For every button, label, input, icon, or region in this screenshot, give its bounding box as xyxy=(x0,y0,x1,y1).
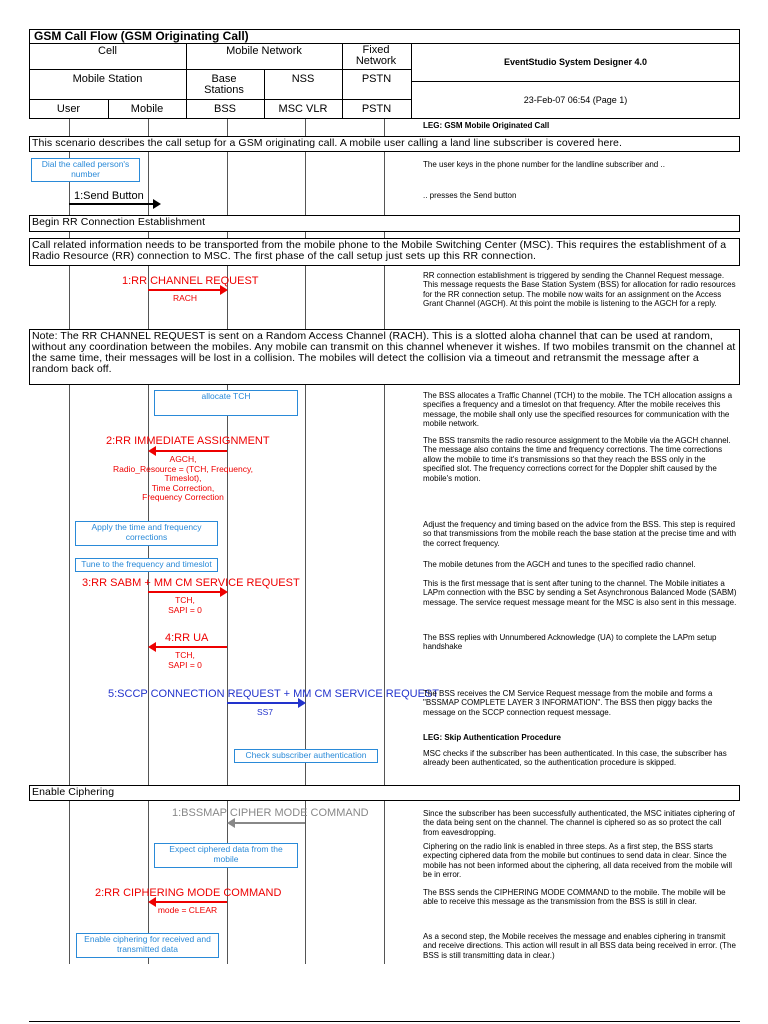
msg-sccp-param: SS7 xyxy=(256,707,274,717)
scenario-description: This scenario describes the call setup for a GSM originating call. A mobile user calling a land line subscriber is covered here. xyxy=(29,136,740,152)
section-rr-connection: Begin RR Connection Establishment xyxy=(29,215,740,232)
msg-rr-ciphering-note: The BSS sends the CIPHERING MODE COMMAND to the mobile. The mobile will be able to receive this message as the transmission from the BSS is still in clear. xyxy=(423,888,726,907)
msg-rr-channel-request-param: RACH xyxy=(172,293,198,303)
subgroup-base-stations: Base Stations xyxy=(204,73,244,96)
rr-intro: Call related information needs to be transported from the mobile phone to the Mobile Switching Center (MSC). This requires the establishment of a Radio Resource (RR) connection to MSC. The first phase of the call setup just sets up this RR connection. xyxy=(29,238,740,266)
subgroup-mobile-station: Mobile Station xyxy=(72,73,143,85)
entity-bss: BSS xyxy=(213,103,236,115)
rach-note: Note: The RR CHANNEL REQUEST is sent on a Random Access Channel (RACH). This is a slotted aloha channel that can be used at random, without any coordination between the mobiles. Any mobile can transmit on this channel whenever it wishes. If two mobiles transmit on the channel at the same time, their messages will be lost in a collision. The mobiles will detect the collision via a timeout and retransmit the message after a random back off. xyxy=(29,329,740,385)
entity-msc-vlr: MSC VLR xyxy=(278,103,328,115)
msg-rr-sabm: 3:RR SABM + MM CM SERVICE REQUEST xyxy=(82,577,300,589)
tune-note: The mobile detunes from the AGCH and tunes to the specified radio channel. xyxy=(423,560,696,569)
allocate-note: The BSS allocates a Traffic Channel (TCH) to the mobile. The TCH allocation assigns a specifies a frequency and a timeslot on that frequency. After the mobile receives this message, the mobile shall only use the specified resources for communication with the mobile network. xyxy=(423,391,733,429)
msg-sccp-connection-request: 5:SCCP CONNECTION REQUEST + MM CM SERVICE REQUEST xyxy=(108,688,439,700)
msg-rr-sabm-note: This is the first message that is sent after tuning to the channel. The Mobile initiates a LAPm connection with the BSC by sending a Set Asynchronous Balanced Mode (SABM) message. The service request message meant for the MSC is also sent in this message. xyxy=(423,579,737,607)
msg-rr-ua-note: The BSS replies with Unnumbered Acknowledge (UA) to complete the LAPm setup handshake xyxy=(423,633,717,652)
expect-note: Ciphering on the radio link is enabled in three steps. As a first step, the BSS starts expecting ciphered data from the mobile but continues to send data in clear. Since the mobile has not been informed about the ciphering, all data received from the mobile will be in error. xyxy=(423,842,733,880)
send-note: .. presses the Send button xyxy=(423,191,517,200)
apply-corrections-box: Apply the time and frequency corrections xyxy=(75,521,218,546)
msg-rr-immediate-assignment-params: AGCH, Radio_Resource = (TCH, Frequency, Timeslot), Time Correction, Frequency Correction xyxy=(113,454,253,502)
msg-rr-immediate-assignment-note: The BSS transmits the radio resource assignment to the Mobile via the AGCH channel. The message also contains the time and frequency corrections. The time corrections allow the mobile to time it's transmissions so that they reach the BSS only in the specified slot. The frequency corrections correct for the Doppler shift caused by the mobile's motion. xyxy=(423,436,731,483)
entity-user: User xyxy=(56,103,81,115)
msg-rr-channel-request: 1:RR CHANNEL REQUEST xyxy=(122,275,259,287)
enable-ciphering-note: As a second step, the Mobile receives the message and enables ciphering in transmit and receive directions. This action will result in all BSS data being received in error. (The BSS is still transmitting data in clear.) xyxy=(423,932,736,960)
subgroup-nss: NSS xyxy=(291,73,315,85)
skip-auth-leg: LEG: Skip Authentication Procedure xyxy=(423,733,561,742)
entity-pstn: PSTN xyxy=(361,103,392,115)
msg-rr-ciphering-param: mode = CLEAR xyxy=(157,905,218,915)
msg-rr-ua-params: TCH, SAPI = 0 xyxy=(168,650,202,670)
msg-rr-channel-request-note: RR connection establishment is triggered by sending the Channel Request message. This message requests the Base Station System (BSS) for allocation for radio resources for the RR connection setup. The mobile now waits for an assignment on the Access Grant Channel (AGCH). At this point the mobile is listening to the AGCH for a reply. xyxy=(423,271,736,309)
check-auth-box: Check subscriber authentication xyxy=(234,749,378,763)
page-footer-rule xyxy=(29,1021,740,1022)
check-auth-note: MSC checks if the subscriber has been authenticated. In this case, the subscriber has already been authenticated, so the authentication procedure is skipped. xyxy=(423,749,727,768)
allocate-tch-box: allocate TCH xyxy=(154,390,298,416)
group-fixed-network: Fixed Network xyxy=(355,44,397,67)
diagram-title: GSM Call Flow (GSM Originating Call) xyxy=(34,29,249,43)
entity-mobile: Mobile xyxy=(130,103,164,115)
msg-rr-ciphering-mode: 2:RR CIPHERING MODE COMMAND xyxy=(95,887,282,899)
group-cell: Cell xyxy=(98,45,117,57)
send-arrow xyxy=(69,203,155,205)
dial-action-box: Dial the called person's number xyxy=(31,158,140,182)
apply-note: Adjust the frequency and timing based on the advice from the BSS. This step is required so that transmissions from the mobile reach the base station at the precise time and with the correct frequency. xyxy=(423,520,737,548)
subgroup-pstn: PSTN xyxy=(361,73,392,85)
msg-bssmap-cipher-mode: 1:BSSMAP CIPHER MODE COMMAND xyxy=(172,807,369,819)
page-date: 23-Feb-07 06:54 (Page 1) xyxy=(523,95,628,105)
msg-sccp-note: The BSS receives the CM Service Request message from the mobile and forms a "BSSMAP COMPLETE LAYER 3 INFORMATION". The BSS then piggy backs the message on the SCCP connection request message. xyxy=(423,689,713,717)
tune-box: Tune to the frequency and timeslot xyxy=(75,558,218,572)
section-enable-ciphering: Enable Ciphering xyxy=(29,785,740,801)
leg-title: LEG: GSM Mobile Originated Call xyxy=(423,121,550,130)
send-button-message: 1:Send Button xyxy=(74,190,144,202)
msg-bssmap-cipher-note: Since the subscriber has been successfully authenticated, the MSC initiates ciphering of the data being sent on the channel. The channel is ciphered so as so protect the call from eavesdropping. xyxy=(423,809,735,837)
dial-note: The user keys in the phone number for the landline subscriber and .. xyxy=(423,160,665,169)
msg-rr-immediate-assignment: 2:RR IMMEDIATE ASSIGNMENT xyxy=(106,435,270,447)
group-mobile-network: Mobile Network xyxy=(226,45,302,57)
tool-name: EventStudio System Designer 4.0 xyxy=(503,57,648,67)
msg-rr-ua: 4:RR UA xyxy=(165,632,209,644)
msg-rr-sabm-params: TCH, SAPI = 0 xyxy=(168,595,202,615)
enable-ciphering-box: Enable ciphering for received and transmitted data xyxy=(76,933,219,958)
expect-ciphered-box: Expect ciphered data from the mobile xyxy=(154,843,298,868)
